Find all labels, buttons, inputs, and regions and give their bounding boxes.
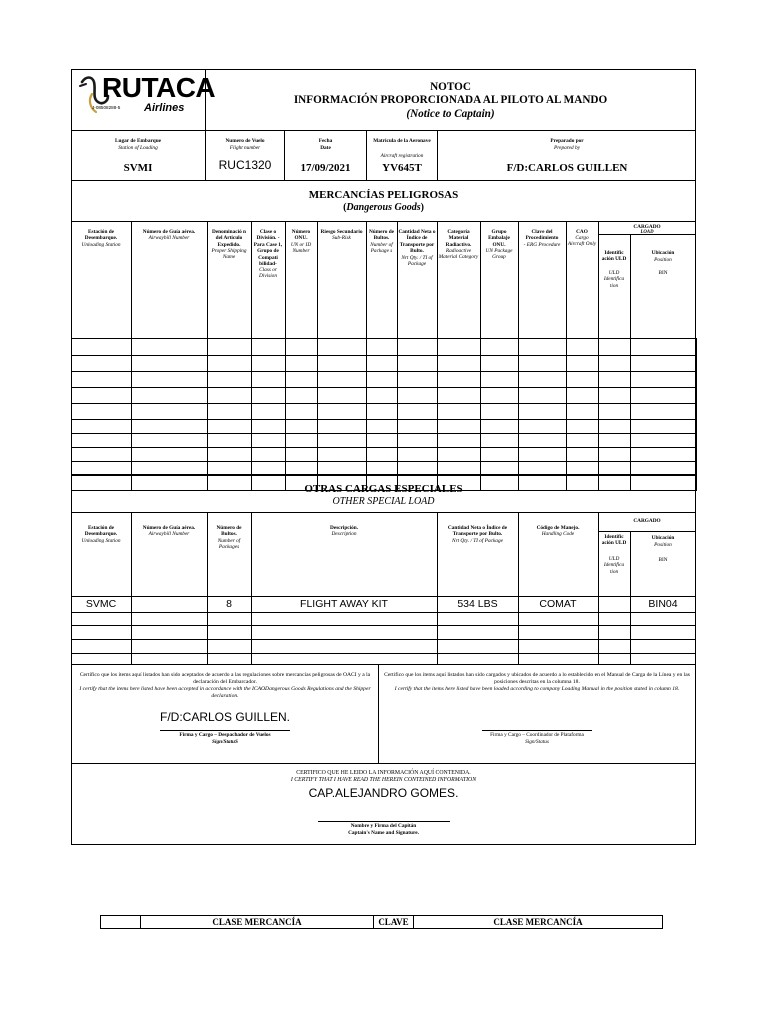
dg-cell	[567, 356, 599, 372]
station-value: SVMI	[123, 162, 153, 174]
dg-cell	[132, 404, 208, 420]
dg-loaded-label: CARGADO	[633, 224, 661, 230]
dg-cell	[208, 434, 252, 448]
dg-col-header-9: Categoría Material Radiactivo.	[445, 229, 472, 248]
dg-cell	[519, 462, 567, 476]
prepared-by-label: Preparado por	[550, 138, 584, 144]
captain-read-text: CERTIFICO QUE HE LEIDO LA INFORMACIÓN AQUÍ CONTENIDA.	[296, 770, 471, 776]
dg-cell	[72, 388, 132, 404]
dg-cell	[132, 372, 208, 388]
dg-uld-label: Identific ación ULD	[601, 250, 627, 263]
station-label-en: Station of Loading	[118, 145, 158, 151]
dg-cell	[208, 339, 252, 356]
date-label: Fecha	[318, 138, 333, 144]
dg-col-header-en-9: Radioactive Material Category	[438, 248, 479, 261]
osl-description-cell: FLIGHT AWAY KIT	[300, 598, 388, 610]
dg-cell	[631, 448, 697, 462]
dg-cell	[438, 462, 481, 476]
osl-col-header-2: Número de Guía aérea.	[142, 525, 196, 531]
dg-cell	[318, 420, 367, 434]
prepared-by-value: F/D:CARLOS GUILLEN	[506, 162, 628, 174]
dg-cell	[481, 356, 519, 372]
osl-col-header-3: Número de Bultos.	[216, 525, 242, 538]
dg-cell	[398, 420, 438, 434]
dg-cell	[519, 372, 567, 388]
date-value: 17/09/2021	[300, 162, 351, 174]
divider-flight-info	[71, 180, 696, 181]
dg-col-header-en-11: - ERG Procedure	[523, 242, 561, 248]
dg-cell	[398, 404, 438, 420]
dg-cell	[72, 420, 132, 434]
osl-col-header-en-6: Handling Code	[541, 531, 575, 537]
dg-col-header-2: Número de Guía aérea.	[142, 229, 196, 235]
logo-rif: J-08508288-5	[92, 105, 121, 110]
dg-cell	[481, 420, 519, 434]
dg-col-header-en-2: Airwaybill Number	[148, 235, 190, 241]
dg-cell	[252, 404, 286, 420]
dg-section-title-en: (Dangerous Goods)	[343, 202, 424, 213]
dg-cell	[599, 404, 631, 420]
dg-cell	[208, 404, 252, 420]
dg-cell	[519, 356, 567, 372]
cert-right-text: Certifico que los ítems aquí listados han sido cargados y ubicados de acuerdo a lo establecido en el Manual de Carga de la Línea y en las posiciones descritas en la columna 18.	[384, 672, 690, 685]
dg-position-label: Ubicación	[651, 250, 675, 256]
dg-cell	[72, 356, 132, 372]
dg-cell	[132, 339, 208, 356]
form-subtitle: INFORMACIÓN PROPORCIONADA AL PILOTO AL MANDO	[293, 94, 608, 106]
dg-cell	[438, 434, 481, 448]
dg-cell	[438, 448, 481, 462]
dispatcher-caption-en: Sign/StatuS	[212, 739, 238, 745]
dg-cell	[367, 404, 398, 420]
dg-col-header-11: Clave del Procedimiento	[525, 229, 559, 242]
dg-loaded-label-en: LOAD	[640, 230, 654, 235]
dg-cell	[72, 448, 132, 462]
dg-cell	[438, 420, 481, 434]
osl-loaded-label: CARGADO	[633, 518, 661, 524]
dg-cell	[318, 372, 367, 388]
dg-cell	[599, 339, 631, 356]
dg-table-row	[72, 434, 697, 448]
dg-cell	[438, 388, 481, 404]
dg-cell	[208, 356, 252, 372]
dg-cell	[367, 462, 398, 476]
dg-cell	[398, 356, 438, 372]
platform-caption: Firma y Cargo – Coordinador de Plataforma	[490, 732, 584, 738]
osl-col-header-5: Cantidad Neta o Índice de Transporte por Bulto.	[447, 525, 508, 538]
dg-cell	[208, 420, 252, 434]
prepared-by-label-en: Prepared by	[554, 145, 580, 151]
dg-cell	[367, 372, 398, 388]
dg-cell	[286, 420, 318, 434]
osl-col-header-en-2: Airwaybill Number	[148, 531, 190, 537]
dg-cell	[438, 372, 481, 388]
dg-cell	[286, 404, 318, 420]
dg-table-row	[72, 356, 697, 372]
osl-uld-label: Identific ación ULD	[601, 534, 627, 547]
dg-cell	[599, 388, 631, 404]
dg-cell	[72, 434, 132, 448]
dg-cell	[438, 339, 481, 356]
dg-table-row	[72, 372, 697, 388]
dg-cell	[398, 462, 438, 476]
dg-col-header-en-3: Proper Shipping Name	[211, 248, 247, 261]
dg-cell	[519, 434, 567, 448]
dg-cell	[208, 462, 252, 476]
dg-cell	[599, 356, 631, 372]
dg-cell	[286, 339, 318, 356]
flight-number-value: RUC1320	[218, 158, 272, 172]
dg-cell	[519, 404, 567, 420]
dg-table-row	[72, 448, 697, 462]
dg-col-header-5: Número ONU.	[291, 229, 311, 242]
dg-cell	[286, 356, 318, 372]
dg-cell	[252, 434, 286, 448]
dg-cell	[567, 339, 599, 356]
legend-class-header-2: CLASE MERCANCÍA	[414, 916, 663, 929]
dg-cell	[132, 420, 208, 434]
divider-captain	[71, 763, 696, 764]
captain-signature: CAP.ALEJANDRO GOMES.	[308, 786, 459, 800]
osl-col-header-4: Descripción.	[329, 525, 359, 531]
cert-right-text-en: I certify that the items here listed have been loaded according to company Loading Manual in the position stated in column 18.	[394, 686, 680, 692]
dg-cell	[438, 404, 481, 420]
dg-cell	[599, 434, 631, 448]
dg-cell	[208, 388, 252, 404]
dg-cell	[631, 339, 697, 356]
osl-position-label: Ubicación	[651, 535, 675, 541]
dg-col-header-3: Denominació n del Articulo Expedido.	[212, 229, 246, 248]
dg-col-header-en-8: Nrt Qty. / TI of Package	[401, 255, 433, 268]
divider-osl-title	[71, 512, 696, 513]
dg-col-header-1: Estación de Desembarque.	[84, 229, 118, 242]
dg-cell	[481, 372, 519, 388]
dg-cell	[519, 339, 567, 356]
dg-cell	[367, 420, 398, 434]
osl-position-label-en: Position	[654, 542, 672, 548]
dg-cell	[318, 448, 367, 462]
dg-cell	[208, 448, 252, 462]
dg-cell	[398, 434, 438, 448]
dg-section-title: MERCANCÍAS PELIGROSAS	[308, 189, 459, 201]
dg-table-row	[72, 404, 697, 420]
dg-cell	[631, 388, 697, 404]
dg-cell	[398, 388, 438, 404]
dg-col-header-en-12: Cargo Aircraft Only	[567, 235, 597, 248]
dg-table-row	[72, 388, 697, 404]
registration-label: Matricula de la Aeronave	[373, 138, 431, 144]
dg-table-row	[72, 339, 697, 356]
osl-section-title-en: OTHER SPECIAL LOAD	[332, 496, 435, 507]
dg-cell	[318, 339, 367, 356]
dg-cell	[567, 462, 599, 476]
dg-cell	[367, 434, 398, 448]
osl-col-header-6: Código de Manejo.	[536, 525, 580, 531]
dg-table-row	[72, 462, 697, 476]
divider-cert-columns	[378, 664, 379, 763]
captain-read-text-en: I CERTIFY THAT I HAVE READ THE HEREIN CONTEINED INFORMATION	[290, 777, 477, 783]
dg-col-header-en-1: Unloading Station	[81, 242, 121, 248]
legend-table	[100, 915, 663, 929]
dg-cell	[318, 356, 367, 372]
dg-cell	[286, 448, 318, 462]
osl-section-title: OTRAS CARGAS ESPECIALES	[304, 483, 463, 495]
dg-cell	[318, 404, 367, 420]
dg-cell	[398, 372, 438, 388]
dg-cell	[519, 388, 567, 404]
dg-cell	[318, 434, 367, 448]
dg-cell	[438, 356, 481, 372]
dg-col-header-12: CAO	[576, 229, 588, 235]
dg-cell	[567, 434, 599, 448]
dg-cell	[252, 448, 286, 462]
dg-cell	[398, 339, 438, 356]
dg-cell	[132, 462, 208, 476]
dg-cell	[72, 404, 132, 420]
dg-cell	[631, 434, 697, 448]
dg-cell	[481, 388, 519, 404]
dg-cell	[519, 420, 567, 434]
osl-col-header-en-3: Number of Packages	[217, 538, 241, 551]
dg-table-row	[72, 420, 697, 434]
dg-col-header-4: Clase o División. -Para Case 1, Grupo de Compati bilidad-	[253, 229, 283, 268]
date-label-en: Date	[320, 145, 331, 151]
dispatcher-caption: Firma y Cargo – Despachador de Vuelos	[179, 732, 271, 738]
flight-number-label-en: Flight number	[229, 145, 261, 151]
cert-left-text: Certifico que los ítems aquí listados han sido aceptados de acuerdo a las regulaciones sobre mercancías peligrosas de OACI y a la declaración del Embarcador.	[79, 672, 371, 685]
dg-cell	[481, 448, 519, 462]
dg-cell	[252, 462, 286, 476]
dg-cell	[286, 462, 318, 476]
dg-cell	[367, 339, 398, 356]
legend-class-header: CLASE MERCANCÍA	[141, 916, 374, 929]
dg-cell	[481, 434, 519, 448]
dg-cell	[252, 356, 286, 372]
registration-label-en: Aircraft registration	[380, 153, 424, 159]
dg-cell	[286, 434, 318, 448]
divider-header	[71, 130, 696, 131]
dg-cell	[72, 372, 132, 388]
dg-col-header-en-10: UN Package Group	[485, 248, 513, 261]
dg-cell	[631, 356, 697, 372]
dg-cell	[318, 462, 367, 476]
osl-station-cell: SVMC	[85, 598, 117, 610]
dg-cell	[481, 339, 519, 356]
dg-cell	[398, 448, 438, 462]
osl-packages-cell: 8	[226, 598, 232, 610]
dg-cell	[519, 448, 567, 462]
dg-cell	[318, 388, 367, 404]
dg-cell	[72, 339, 132, 356]
dg-position-value: BIN	[658, 270, 668, 276]
dg-cell	[72, 462, 132, 476]
dg-cell	[631, 420, 697, 434]
osl-col-header-en-1: Unloading Station	[81, 538, 121, 544]
dg-col-header-6: Riesgo Secundario	[320, 229, 363, 235]
divider-cert	[71, 664, 696, 665]
cert-left-text-en: I certify that the items here listed have been accepted in accordance with the ICAODangerous Goods Regulations and the Shipper declaration.	[79, 686, 371, 699]
osl-position-value: BIN	[658, 557, 668, 563]
dg-cell	[252, 388, 286, 404]
dg-cell	[286, 388, 318, 404]
dg-cell	[367, 356, 398, 372]
dg-col-header-en-4: Class or Division	[259, 267, 277, 280]
dg-col-header-en-6: Sub-Risk	[332, 235, 351, 241]
rutaca-logo	[78, 72, 216, 124]
dg-cell	[252, 339, 286, 356]
logo-wordmark: RUTACA	[102, 72, 216, 103]
osl-col-header-1: Estación de Desembarque.	[84, 525, 118, 538]
dg-cell	[208, 372, 252, 388]
dg-cell	[599, 448, 631, 462]
dg-cell	[132, 356, 208, 372]
dg-cell	[481, 462, 519, 476]
dispatcher-signature: F/D:CARLOS GUILLEN.	[159, 710, 291, 724]
dg-position-label-en: Position	[654, 257, 672, 263]
dg-cell	[631, 404, 697, 420]
dg-cell	[599, 462, 631, 476]
logo-airlines: Airlines	[144, 102, 185, 114]
osl-position-cell: BIN04	[648, 598, 678, 610]
dg-cell	[631, 372, 697, 388]
dg-cell	[286, 372, 318, 388]
dg-cell	[567, 448, 599, 462]
dg-cell	[567, 388, 599, 404]
dg-cell	[367, 448, 398, 462]
osl-quantity-cell: 534 LBS	[457, 598, 498, 610]
dg-cell	[599, 420, 631, 434]
dg-cell	[481, 404, 519, 420]
dg-cell	[252, 420, 286, 434]
osl-handling-code-cell: COMAT	[539, 598, 577, 610]
dg-cell	[252, 372, 286, 388]
registration-value: YV645T	[382, 162, 422, 174]
osl-col-header-en-4: Description	[331, 531, 357, 537]
dg-cell	[567, 404, 599, 420]
form-title: NOTOC	[430, 81, 471, 93]
dg-uld-label-en: ULD Identifica tion	[603, 270, 625, 289]
captain-caption: Nombre y Firma del Capitán	[350, 823, 417, 829]
dg-cell	[599, 372, 631, 388]
divider-dg-title	[71, 221, 696, 222]
dg-col-header-8: Cantidad Neta o Índice de Transporte por Bulto.	[398, 229, 436, 255]
platform-caption-en: Sign/Status	[525, 739, 549, 745]
dg-cell	[567, 372, 599, 388]
osl-col-header-en-5: Nrt Qty. / TI of Package	[452, 538, 503, 544]
dg-cell	[132, 434, 208, 448]
dg-col-header-en-5: UN or ID Number	[290, 242, 312, 255]
dg-col-header-7: Número de Bultos.	[368, 229, 395, 242]
dg-cell	[132, 448, 208, 462]
dg-col-header-en-7: Number of Package s	[370, 242, 393, 255]
legend-empty-cell-1	[101, 916, 141, 929]
dg-cell	[631, 462, 697, 476]
station-label: Lugar de Embarque	[114, 138, 161, 144]
osl-uld-label-en: ULD Identifica tion	[603, 556, 625, 575]
dg-cell	[367, 388, 398, 404]
dg-rows-table	[71, 338, 697, 491]
captain-caption-en: Captain's Name and Signature.	[348, 830, 419, 836]
flight-number-label: Numero de Vuelo	[225, 138, 265, 144]
form-subtitle-en: (Notice to Captain)	[406, 108, 495, 120]
dg-cell	[567, 420, 599, 434]
legend-code-header: CLAVE	[374, 916, 414, 929]
dg-cell	[132, 388, 208, 404]
dg-col-header-10: Grupo Embalaje ONU.	[488, 229, 510, 248]
